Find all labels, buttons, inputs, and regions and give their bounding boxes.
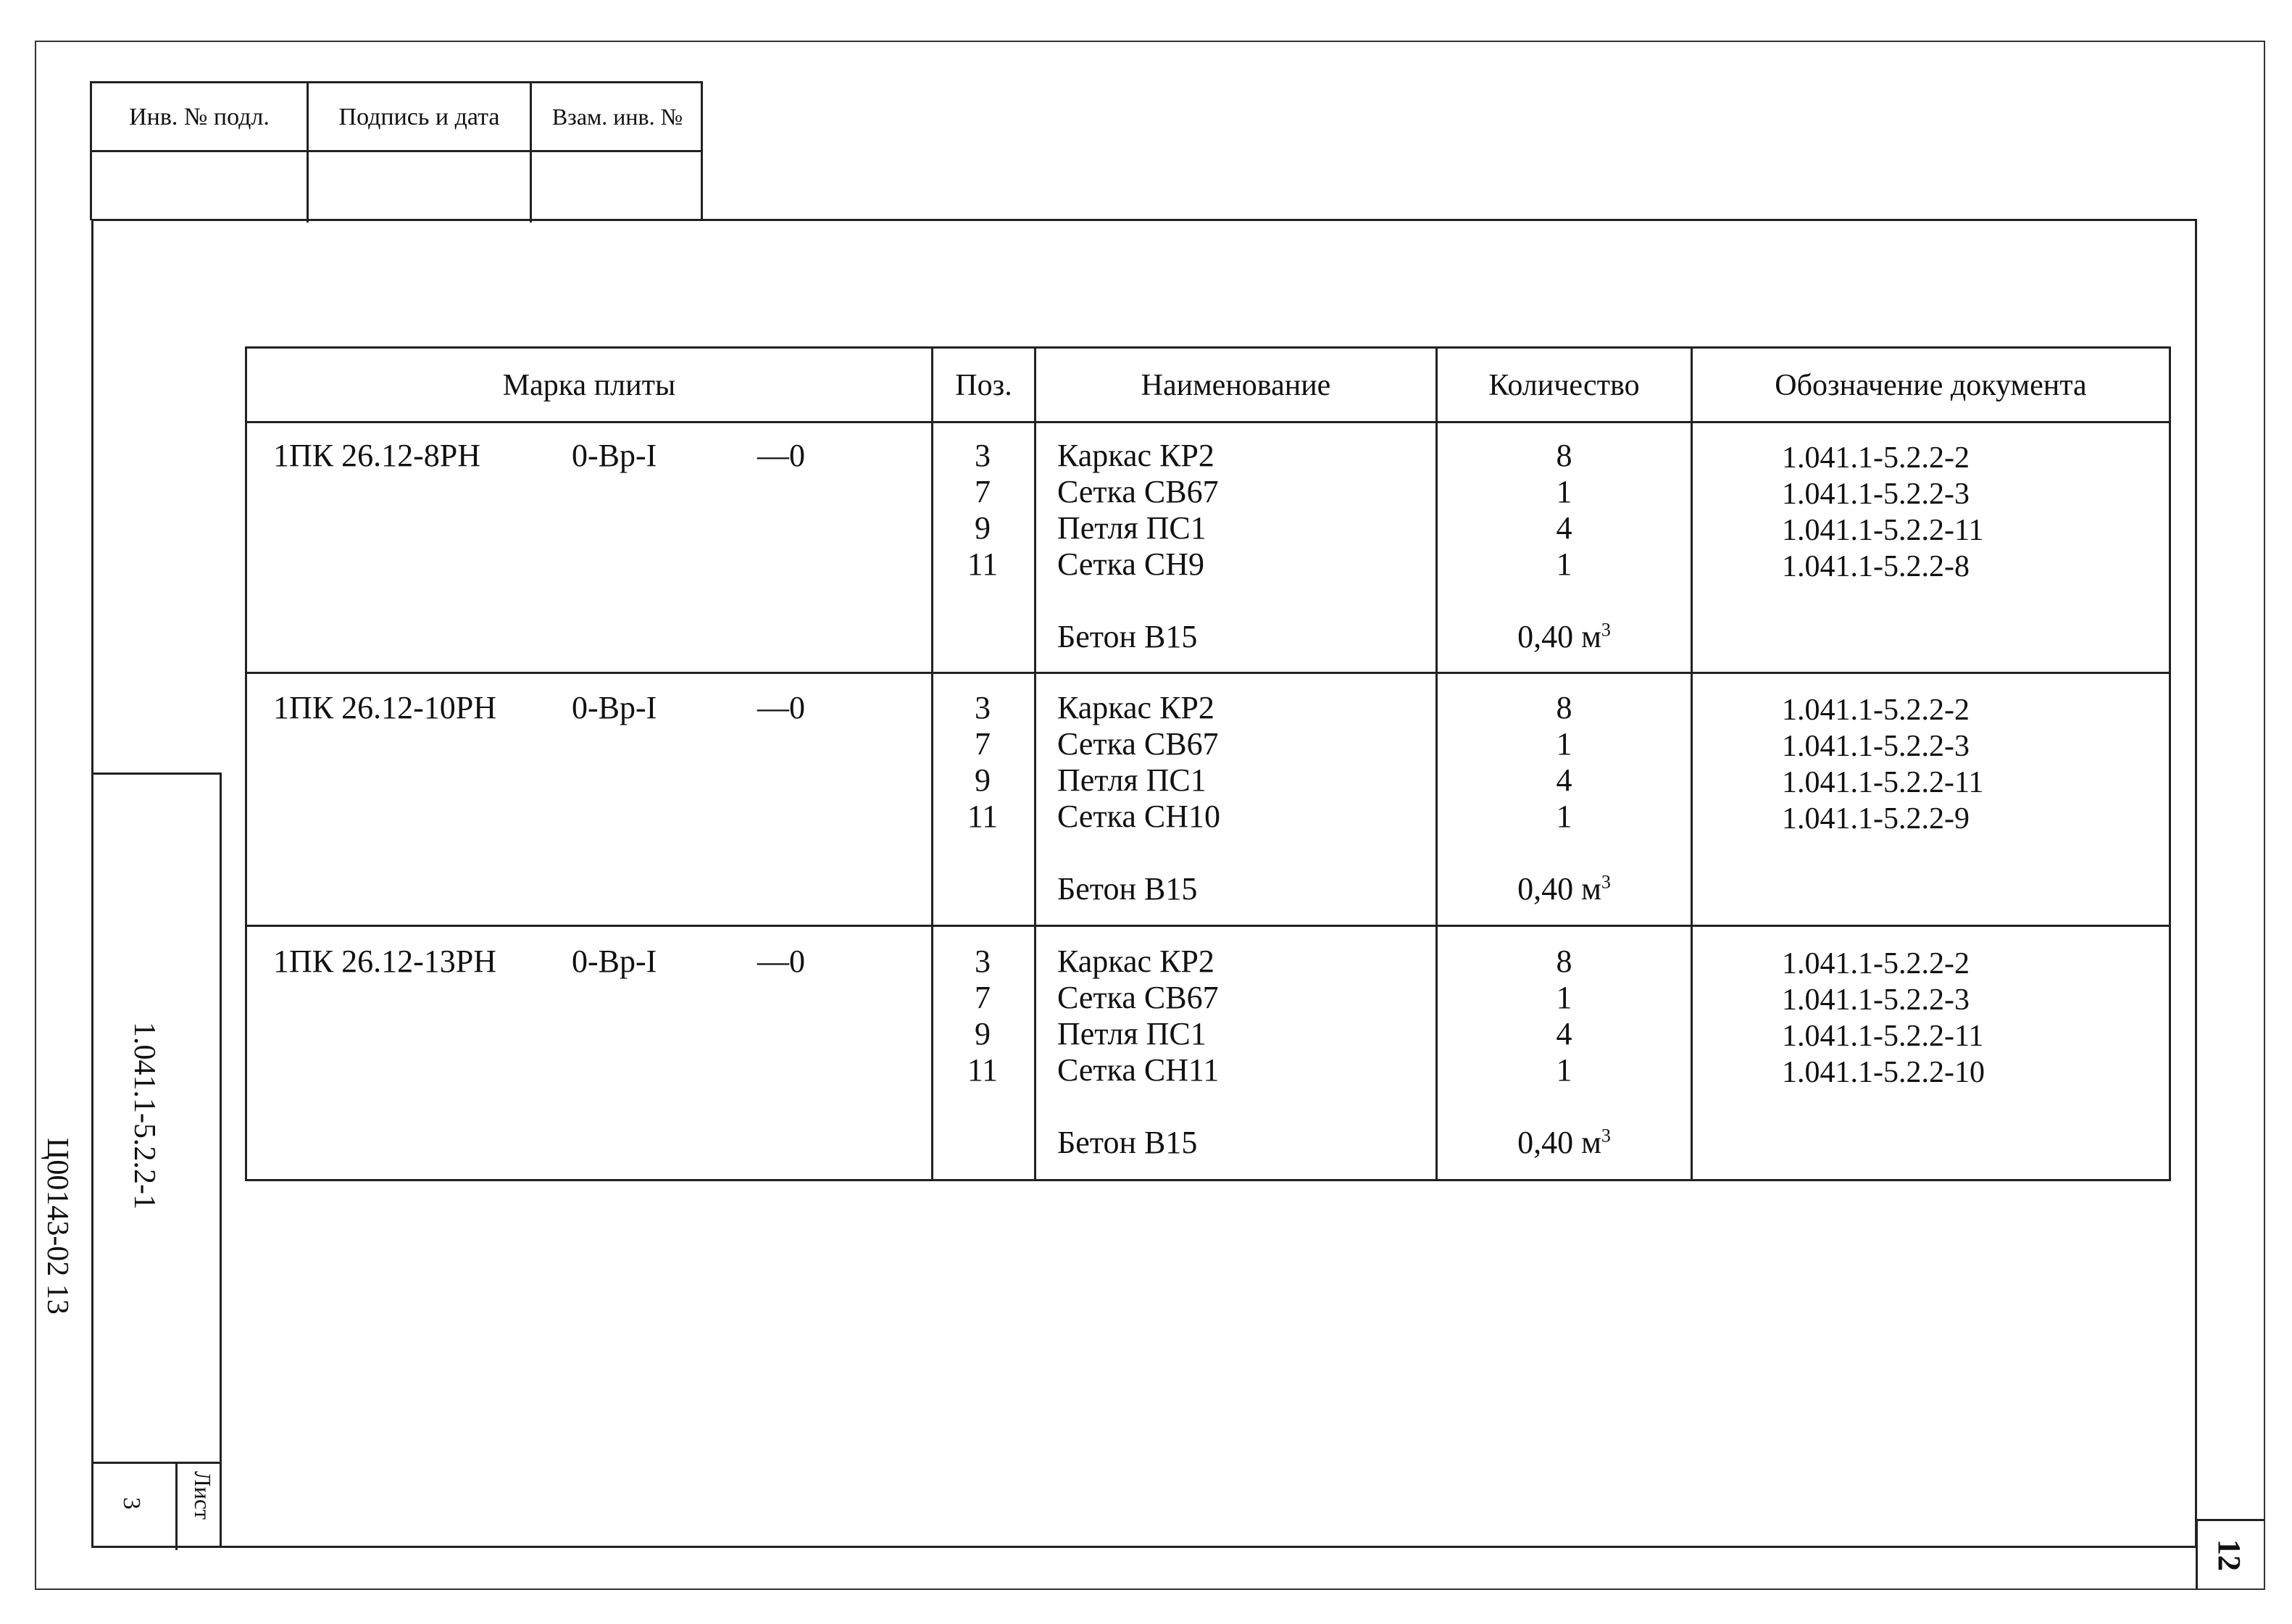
item-name: Петля ПС1	[1057, 510, 1207, 546]
sheet-number: 3	[118, 1497, 145, 1510]
inventory-stamp	[90, 81, 703, 220]
item-doc: 1.041.1-5.2.2-11	[1782, 514, 1984, 547]
concrete-qty-value: 0,40 м	[1517, 619, 1601, 654]
item-pos: 3	[975, 690, 991, 725]
concrete-qty-exponent: 3	[1601, 619, 1611, 641]
item-name: Каркас КР2	[1057, 944, 1214, 979]
item-pos: 11	[967, 546, 999, 582]
item-name: Каркас КР2	[1057, 438, 1214, 473]
concrete-name: Бетон В15	[1057, 871, 1198, 907]
item-pos: 9	[975, 510, 991, 546]
plate-mark: 1ПК 26.12-8РН	[273, 438, 481, 473]
item-pos: 3	[975, 438, 991, 473]
concrete-qty	[1438, 1127, 1691, 1159]
item-name: Сетка СВ67	[1057, 726, 1219, 762]
item-name: Каркас КР2	[1057, 690, 1214, 725]
header-doc: Обозначение документа	[1775, 369, 2087, 402]
side-doc-code: 1.041.1-5.2.2-1	[128, 1022, 161, 1209]
stamp-col-inventory: Инв. № подл.	[129, 104, 270, 130]
item-pos: 9	[975, 762, 991, 798]
item-pos: 11	[967, 799, 999, 834]
spec-table	[245, 346, 2171, 1181]
plate-mark: 1ПК 26.12-13РН	[273, 944, 497, 979]
item-qty: 4	[1556, 510, 1572, 546]
item-doc: 1.041.1-5.2.2-3	[1782, 730, 1970, 763]
item-qty: 1	[1556, 980, 1572, 1015]
item-name: Петля ПС1	[1057, 762, 1207, 798]
concrete-qty-exponent: 3	[1601, 1125, 1611, 1146]
item-qty: 1	[1556, 1052, 1572, 1088]
concrete-qty	[1438, 621, 1691, 653]
item-qty: 4	[1556, 1016, 1572, 1052]
plate-suffix: —0	[757, 438, 805, 473]
item-qty: 8	[1556, 438, 1572, 473]
item-doc: 1.041.1-5.2.2-11	[1782, 1020, 1984, 1053]
item-pos: 9	[975, 1016, 991, 1052]
item-doc: 1.041.1-5.2.2-3	[1782, 478, 1970, 511]
archive-code: Ц00143-02 13	[41, 1138, 74, 1315]
item-qty: 8	[1556, 690, 1572, 725]
plate-suffix: —0	[757, 944, 805, 979]
item-name: Сетка СН9	[1057, 546, 1205, 582]
header-mark: Марка плиты	[502, 369, 676, 402]
item-qty: 1	[1556, 546, 1572, 582]
item-qty: 8	[1556, 944, 1572, 979]
item-doc: 1.041.1-5.2.2-2	[1782, 441, 1970, 475]
plate-steel: 0-Вр-I	[572, 438, 657, 473]
concrete-qty	[1438, 873, 1691, 905]
item-qty: 4	[1556, 762, 1572, 798]
item-doc: 1.041.1-5.2.2-3	[1782, 983, 1970, 1017]
header-pos: Поз.	[955, 369, 1012, 402]
item-pos: 11	[967, 1052, 999, 1088]
item-name: Сетка СН10	[1057, 799, 1221, 834]
item-qty: 1	[1556, 799, 1572, 834]
concrete-qty-value: 0,40 м	[1517, 871, 1601, 907]
item-name: Сетка СВ67	[1057, 474, 1219, 509]
header-qty: Количество	[1488, 369, 1640, 402]
item-doc: 1.041.1-5.2.2-11	[1782, 766, 1984, 799]
stamp-col-replacement: Взам. инв. №	[551, 104, 683, 130]
item-doc: 1.041.1-5.2.2-10	[1782, 1056, 1985, 1089]
page-number: 12	[2212, 1539, 2247, 1571]
item-doc: 1.041.1-5.2.2-2	[1782, 694, 1970, 727]
item-name: Сетка СВ67	[1057, 980, 1219, 1015]
header-name: Наименование	[1141, 369, 1331, 402]
concrete-name: Бетон В15	[1057, 1125, 1198, 1160]
item-pos: 7	[975, 980, 991, 1015]
item-doc: 1.041.1-5.2.2-2	[1782, 947, 1970, 980]
plate-mark: 1ПК 26.12-10РН	[273, 690, 497, 725]
concrete-qty-exponent: 3	[1601, 871, 1611, 893]
item-qty: 1	[1556, 474, 1572, 509]
item-pos: 3	[975, 944, 991, 979]
item-qty: 1	[1556, 726, 1572, 762]
stamp-col-signature: Подпись и дата	[338, 104, 500, 130]
plate-steel: 0-Вр-I	[572, 944, 657, 979]
plate-steel: 0-Вр-I	[572, 690, 657, 725]
concrete-qty-value: 0,40 м	[1517, 1125, 1601, 1160]
plate-suffix: —0	[757, 690, 805, 725]
item-pos: 7	[975, 474, 991, 509]
item-name: Петля ПС1	[1057, 1016, 1207, 1052]
sheet-label: Лист	[190, 1471, 216, 1520]
item-doc: 1.041.1-5.2.2-8	[1782, 550, 1970, 583]
item-pos: 7	[975, 726, 991, 762]
item-name: Сетка СН11	[1057, 1052, 1220, 1088]
concrete-name: Бетон В15	[1057, 619, 1198, 654]
item-doc: 1.041.1-5.2.2-9	[1782, 802, 1970, 836]
